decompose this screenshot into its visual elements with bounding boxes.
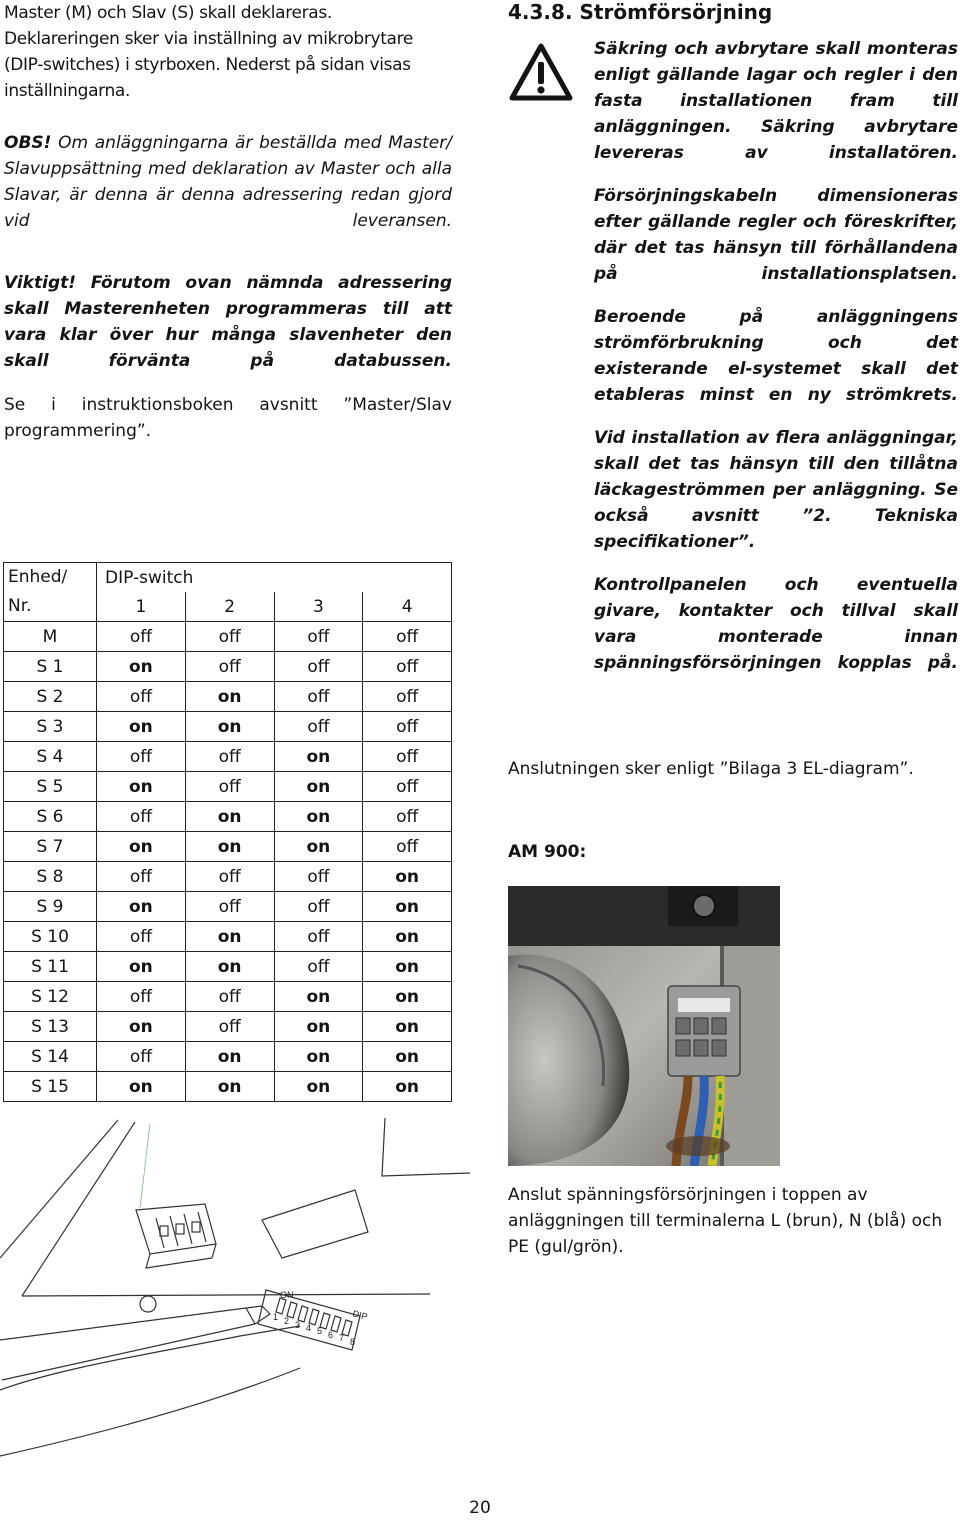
unit-cell: S 10 [4,922,97,952]
diagram-dip-label: DIP [351,1308,369,1322]
unit-cell: S 14 [4,1042,97,1072]
unit-cell: S 5 [4,772,97,802]
unit-cell: S 9 [4,892,97,922]
table-row [4,982,452,1012]
switch-state-cell: off [274,712,363,742]
switch-state-cell: off [97,862,186,892]
switch-state-cell: on [363,1072,452,1102]
section-title: 4.3.8. Strömförsörjning [508,0,773,24]
switch-state-cell: off [274,892,363,922]
table-row [4,712,452,742]
dip-header: DIP-switch [97,563,452,593]
switch-state-cell: on [97,892,186,922]
switch-state-cell: on [185,682,274,712]
switch-state-cell: off [185,742,274,772]
diagram-digit: 8 [350,1337,356,1347]
table-row [4,802,452,832]
table-row [4,892,452,922]
switch-state-cell: on [185,1072,274,1102]
switch-state-cell: off [363,622,452,652]
switch-state-cell: off [363,772,452,802]
switch-state-cell: off [363,802,452,832]
unit-cell: S 6 [4,802,97,832]
switch-state-cell: on [185,802,274,832]
switch-state-cell: on [274,742,363,772]
unit-cell: S 8 [4,862,97,892]
switch-state-cell: on [97,832,186,862]
unit-cell: S 4 [4,742,97,772]
connection-note: Anslutningen sker enligt ”Bilaga 3 EL-diagram”. [508,759,914,779]
switch-state-cell: on [185,952,274,982]
safety-paragraph-1: Säkring och avbrytare skall monteras enligt gällande lagar och regler i den fasta installationen fram till anläggningen. Säkring avbrytare levereras av installatören. [594,39,958,163]
switch-state-cell: off [97,682,186,712]
switch-state-cell: off [185,772,274,802]
switch-state-cell: on [274,982,363,1012]
unit-cell: S 13 [4,1012,97,1042]
switch-number: 2 [185,592,274,622]
safety-paragraph-4: Vid installation av flera anläggningar, skall det tas hänsyn till den tillåtna läckageströmmen per anläggning. Se också avsnitt ”2. Tekniska specifikationer”. [594,428,958,552]
switch-state-cell: off [97,922,186,952]
table-row [4,772,452,802]
obs-label: OBS! [4,133,52,153]
terminal-photo [508,886,780,1166]
diagram-digit: 5 [317,1326,323,1336]
safety-paragraph-3: Beroende på anläggningens strömförbrukning och det existerande el-systemet skall det etableras minst en ny strömkrets. [594,307,958,405]
dip-switch-diagram [0,1118,470,1458]
switch-number: 1 [97,592,186,622]
table-row [4,1072,452,1102]
table-row [4,682,452,712]
table-row [4,742,452,772]
diagram-on-label: ON [280,1290,294,1300]
switch-state-cell: off [185,1012,274,1042]
left-column [4,0,452,470]
dip-switch-table [3,562,452,1102]
switch-state-cell: on [185,832,274,862]
obs-text: Om anläggningarna är beställda med Master/ Slavuppsättning med deklaration av Master och alla Slavar, är denna är denna adressering redan gjord vid leveransen. [4,133,452,231]
switch-state-cell: off [185,892,274,922]
switch-state-cell: off [185,652,274,682]
warning-triangle-icon [508,40,574,106]
model-label: AM 900: [508,842,587,862]
switch-state-cell: on [274,1012,363,1042]
switch-state-cell: on [97,772,186,802]
switch-state-cell: on [363,1042,452,1072]
diagram-digit: 6 [328,1330,334,1340]
page-number: 20 [469,1498,491,1518]
switch-state-cell: on [363,922,452,952]
switch-state-cell: off [97,1042,186,1072]
unit-cell: S 7 [4,832,97,862]
switch-state-cell: off [97,982,186,1012]
switch-state-cell: on [363,862,452,892]
switch-state-cell: off [274,682,363,712]
diagram-digit: 2 [284,1316,290,1326]
switch-state-cell: on [274,772,363,802]
unit-cell: S 1 [4,652,97,682]
diagram-digit: 3 [295,1320,301,1330]
table-row [4,952,452,982]
diagram-digit: 4 [306,1323,312,1333]
switch-state-cell: on [97,712,186,742]
switch-state-cell: off [274,622,363,652]
unit-cell: S 2 [4,682,97,712]
diagram-digit: 1 [273,1312,279,1322]
reference-paragraph: Se i instruktionsboken avsnitt ”Master/Slav programmering”. [4,395,452,441]
switch-state-cell: on [274,1042,363,1072]
switch-state-cell: on [274,802,363,832]
switch-state-cell: off [97,802,186,832]
intro-paragraph: Master (M) och Slav (S) skall deklareras. Deklareringen sker via inställning av mikrobrytare (DIP-switches) i styrboxen. Nederst på sidan visas inställningarna. [4,3,413,101]
switch-state-cell: on [97,652,186,682]
switch-state-cell: on [274,1072,363,1102]
unit-cell: S 3 [4,712,97,742]
switch-state-cell: off [363,832,452,862]
switch-state-cell: off [185,862,274,892]
table-header-row [4,563,452,593]
table-row [4,1012,452,1042]
obs-paragraph [4,130,452,234]
switch-state-cell: off [363,712,452,742]
table-row [4,922,452,952]
switch-state-cell: off [97,742,186,772]
unit-cell: S 15 [4,1072,97,1102]
switch-state-cell: on [363,982,452,1012]
photo-caption: Anslut spänningsförsörjningen i toppen av anläggningen till terminalerna L (brun), N (blå) och PE (gul/grön). [508,1185,943,1257]
switch-number: 4 [363,592,452,622]
important-paragraph: Viktigt! Förutom ovan nämnda adressering skall Masterenheten programmeras till att vara klar över hur många slavenheter den skall förvänta på databussen. [4,273,452,371]
switch-state-cell: on [274,832,363,862]
table-row [4,832,452,862]
switch-state-cell: off [274,952,363,982]
table-row [4,1042,452,1072]
switch-number: 3 [274,592,363,622]
switch-state-cell: on [185,922,274,952]
unit-cell: M [4,622,97,652]
switch-state-cell: on [185,1042,274,1072]
switch-state-cell: on [363,952,452,982]
unit-cell: S 12 [4,982,97,1012]
switch-state-cell: off [363,682,452,712]
switch-state-cell: on [97,952,186,982]
switch-state-cell: off [363,742,452,772]
switch-state-cell: off [274,652,363,682]
diagram-digit: 7 [339,1333,345,1343]
safety-paragraph-2: Försörjningskabeln dimensioneras efter gällande regler och föreskrifter, där det tas hänsyn till förhållandena på installationsplatsen. [594,186,958,284]
switch-state-cell: on [185,712,274,742]
switch-state-cell: off [274,922,363,952]
table-row [4,622,452,652]
switch-state-cell: off [97,622,186,652]
switch-state-cell: off [185,982,274,1012]
switch-state-cell: off [363,652,452,682]
unit-header: Enhed/ Nr. [4,563,97,622]
table-row [4,652,452,682]
switch-state-cell: off [185,622,274,652]
switch-state-cell: on [363,892,452,922]
table-row [4,862,452,892]
switch-state-cell: off [274,862,363,892]
switch-state-cell: on [97,1072,186,1102]
safety-paragraph-5: Kontrollpanelen och eventuella givare, kontakter och tillval skall vara monterade innan spänningsförsörjningen kopplas på. [594,575,958,673]
switch-state-cell: on [97,1012,186,1042]
right-column [594,36,958,693]
switch-state-cell: on [363,1012,452,1042]
unit-cell: S 11 [4,952,97,982]
